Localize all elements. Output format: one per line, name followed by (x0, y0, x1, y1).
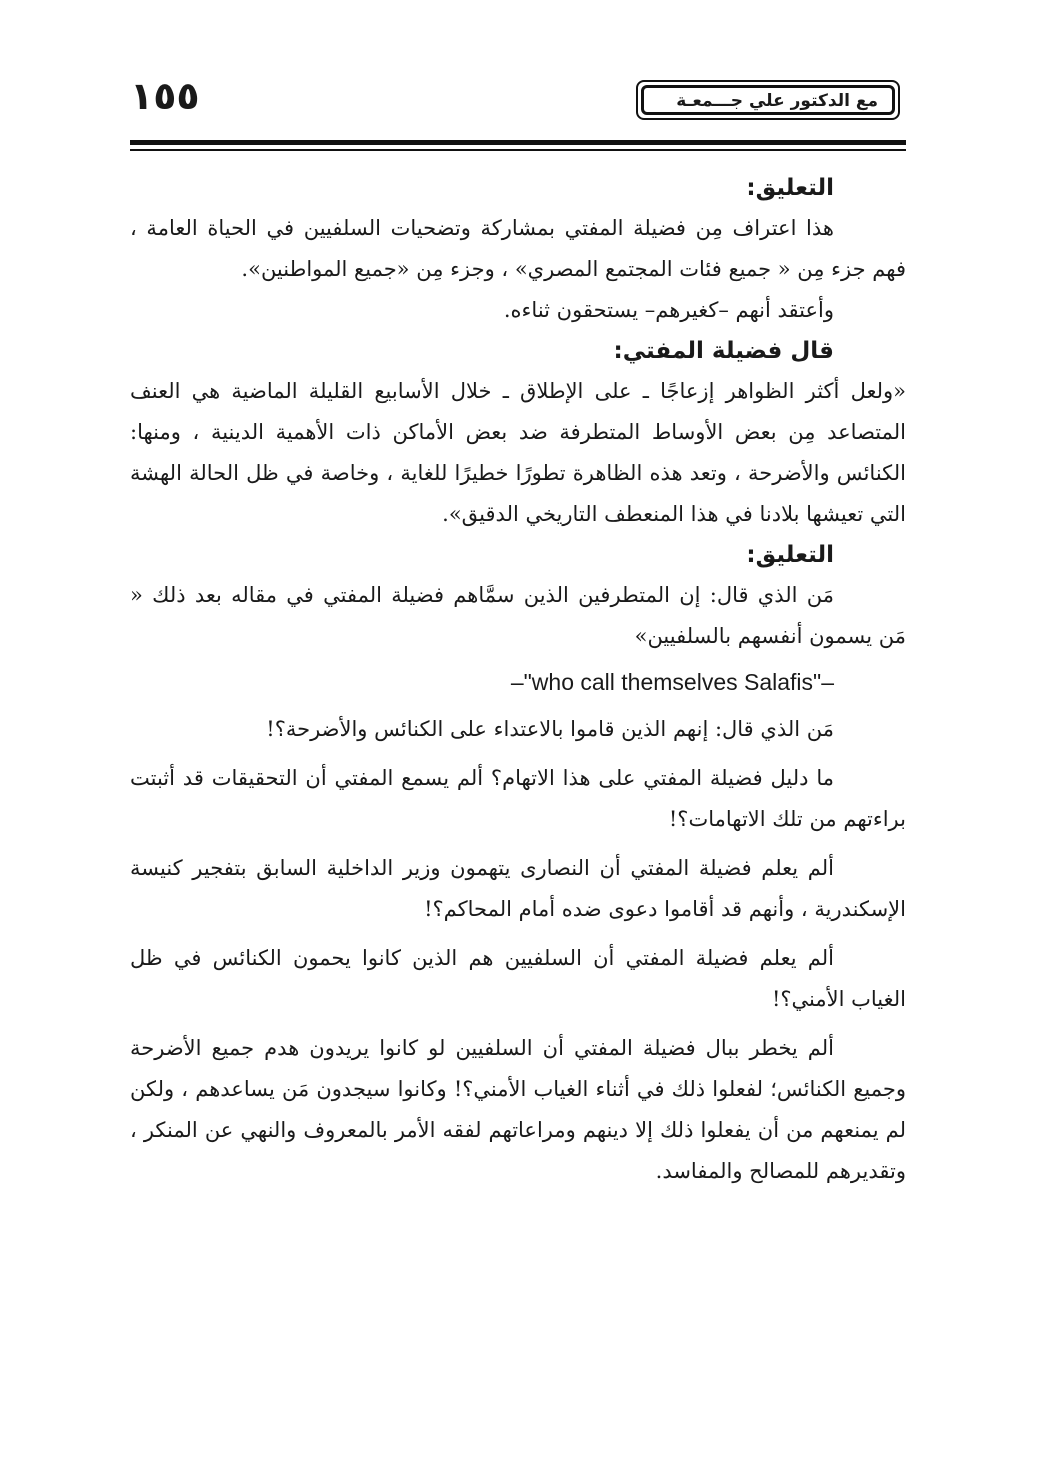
page-number: ١٥٥ (130, 74, 200, 118)
header-rule-thin (130, 149, 906, 151)
section-heading-comment-2: التعليق: (746, 542, 834, 568)
paragraph: مَن الذي قال: إنهم الذين قاموا بالاعتداء على الكنائس والأضرحة؟! (266, 717, 834, 741)
paragraph: ألم يخطر ببال فضيلة المفتي أن السلفيين لو كانوا يريدون هدم جميع الأضرحة وجميع الكنائس؛ لفعلوا ذلك في أثناء الغياب الأمني؟! وكانوا سيجدون مَن يساعدهم ، ولكن لم يمنعهم من أن يفعلوا ذلك إلا دينهم ومراعاتهم لفقه الأمر بالمعروف والنهي عن المنكر ، وتقديرهم للمصالح والمفاسد. (130, 1036, 906, 1183)
running-title-frame (636, 80, 900, 120)
paragraph: ألم يعلم فضيلة المفتي أن السلفيين هم الذين كانوا يحمون الكنائس في ظل الغياب الأمني؟! (130, 946, 906, 1011)
paragraph: ألم يعلم فضيلة المفتي أن النصارى يتهمون وزير الداخلية السابق بتفجير كنيسة الإسكندرية ، وأنهم قد أقاموا دعوى ضده أمام المحاكم؟! (130, 856, 906, 921)
paragraph: ما دليل فضيلة المفتي على هذا الاتهام؟ ألم يسمع المفتي أن التحقيقات قد أثبتت براءتهم من تلك الاتهامات؟! (130, 766, 906, 831)
section-heading-comment-1: التعليق: (746, 175, 834, 201)
quoted-paragraph: «ولعل أكثر الظواهر إزعاجًا ـ على الإطلاق ـ خلال الأسابيع القليلة الماضية هي العنف المتصاعد مِن بعض الأوساط المتطرفة ضد بعض الأماكن ذات الأهمية الدينية ، ومنها: الكنائس والأضرحة ، وتعد هذه الظاهرة تطورًا خطيرًا للغاية ، وخاصة في ظل الحالة الهشة التي تعيشها بلادنا في هذا المنعطف التاريخي الدقيق». (130, 379, 906, 526)
paragraph: مَن الذي قال: إن المتطرفين الذين سمَّاهم فضيلة المفتي في مقاله بعد ذلك « مَن يسمون أنفسهم بالسلفيين» (130, 583, 906, 648)
page-body (130, 168, 906, 1192)
section-heading-mufti-said: قال فضيلة المفتي: (613, 338, 834, 364)
running-title: مع الدكتور علي جـــمعـة (641, 85, 895, 115)
paragraph: هذا اعتراف مِن فضيلة المفتي بمشاركة وتضحيات السلفيين في الحياة العامة ، فهم جزء مِن « جميع فئات المجتمع المصري» ، وجزء مِن «جميع المواطنين». (130, 216, 906, 281)
paragraph: وأعتقد أنهم –كغيرهم– يستحقون ثناءه. (503, 298, 834, 322)
header-rule-thick (130, 140, 906, 145)
english-quote: –"who call themselves Salafis"– (510, 669, 834, 695)
